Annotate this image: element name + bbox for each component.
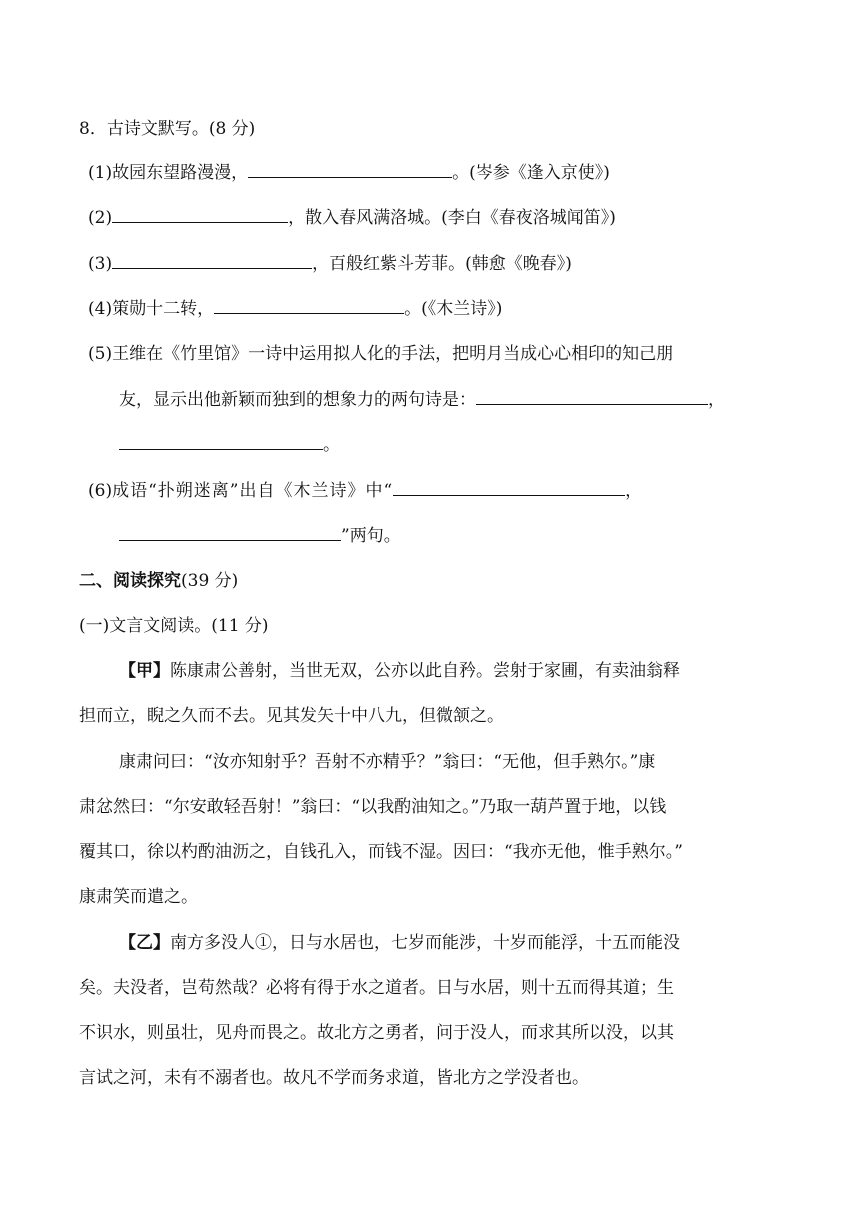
- item-text: 友，显示出他新颖而独到的想象力的两句诗是：: [119, 390, 476, 410]
- period: 。: [323, 435, 340, 455]
- passage-jia-line-6: 康肃笑而遣之。: [79, 887, 198, 907]
- q8-item-3: [88, 252, 572, 276]
- passage-jia-line-3: 康肃问曰：“汝亦知射乎？吾射不亦精乎？”翁曰：“无他，但手熟尔。”康: [119, 752, 656, 772]
- passage-yi-line-4: 言试之河，未有不溺者也。故凡不学而务求道，皆北方之学没者也。: [79, 1068, 589, 1088]
- passage-jia-line-5: 覆其口，徐以杓酌油沥之，自钱孔入，而钱不湿。因曰：“我亦无他，惟手熟尔。”: [79, 842, 683, 862]
- comma: ，: [625, 481, 643, 501]
- item-text-before: 策勋十二转，: [112, 299, 215, 319]
- q8-item-5-line-2: [119, 388, 725, 412]
- item-number: (6): [88, 481, 113, 501]
- passage-yi-line-1: [119, 931, 680, 955]
- answer-blank[interactable]: [119, 433, 323, 450]
- section-score: (39 分): [181, 571, 239, 591]
- item-number: (5): [88, 344, 113, 364]
- question-8-title: 8．古诗文默写。(8 分): [79, 119, 256, 139]
- item-number: (1): [88, 163, 113, 183]
- answer-blank[interactable]: [112, 206, 288, 223]
- item-text: 成语“扑朔迷离”出自《木兰诗》中“: [112, 481, 394, 501]
- q8-item-2: [88, 206, 616, 230]
- answer-blank[interactable]: [393, 479, 625, 496]
- passage-label: 【甲】: [119, 661, 170, 681]
- item-text-after: ”两句。: [341, 526, 401, 546]
- section-title: 二、阅读探究: [79, 571, 181, 591]
- item-number: (3): [88, 254, 113, 274]
- item-text-before: 故园东望路漫漫，: [112, 163, 249, 183]
- section-heading: [79, 569, 238, 593]
- passage-text: 南方多没人①，日与水居也，七岁而能涉，十岁而能浮，十五而能没: [170, 933, 680, 953]
- passage-jia-line-2: 担而立，睨之久而不去。见其发矢十中八九，但微颔之。: [79, 706, 504, 726]
- item-text: 王维在《竹里馆》一诗中运用拟人化的手法，把明月当成心心相印的知己朋: [112, 344, 674, 364]
- q8-item-5-line-1: [88, 342, 673, 366]
- q8-item-5-line-3: [119, 433, 340, 457]
- item-number: (4): [88, 299, 113, 319]
- item-text-after: ，百般红紫斗芳菲。(韩愈《晚春》): [312, 254, 572, 274]
- answer-blank[interactable]: [248, 161, 452, 178]
- q8-item-4: [88, 297, 502, 321]
- comma: ，: [708, 390, 725, 410]
- passage-yi-line-3: 不识水，则虽壮，见舟而畏之。故北方之勇者，问于没人，而求其所以没，以其: [79, 1023, 674, 1043]
- item-text-after: 。(《木兰诗》): [404, 299, 503, 319]
- q8-item-6-line-2: [119, 524, 401, 548]
- answer-blank[interactable]: [214, 297, 404, 314]
- passage-text: 陈康肃公善射，当世无双，公亦以此自矜。尝射于家圃，有卖油翁释: [170, 661, 680, 681]
- q8-item-1: [88, 161, 610, 185]
- passage-jia-line-1: [119, 659, 680, 683]
- passage-yi-line-2: 矣。夫没者，岂苟然哉？必将有得于水之道者。日与水居，则十五而得其道；生: [79, 978, 674, 998]
- answer-blank[interactable]: [112, 252, 312, 269]
- item-number: (2): [88, 208, 113, 228]
- passage-jia-line-4: 肃忿然曰：“尔安敢轻吾射！”翁曰：“以我酌油知之。”乃取一葫芦置于地，以钱: [79, 797, 667, 817]
- item-text-after: 。(岑参《逢入京使》): [452, 163, 610, 183]
- q8-item-6-line-1: [88, 479, 642, 503]
- item-text-after: ，散入春风满洛城。(李白《春夜洛城闻笛》): [288, 208, 616, 228]
- subsection-title: (一)文言文阅读。(11 分): [79, 616, 269, 636]
- answer-blank[interactable]: [476, 388, 708, 405]
- passage-label: 【乙】: [119, 933, 170, 953]
- answer-blank[interactable]: [119, 524, 341, 541]
